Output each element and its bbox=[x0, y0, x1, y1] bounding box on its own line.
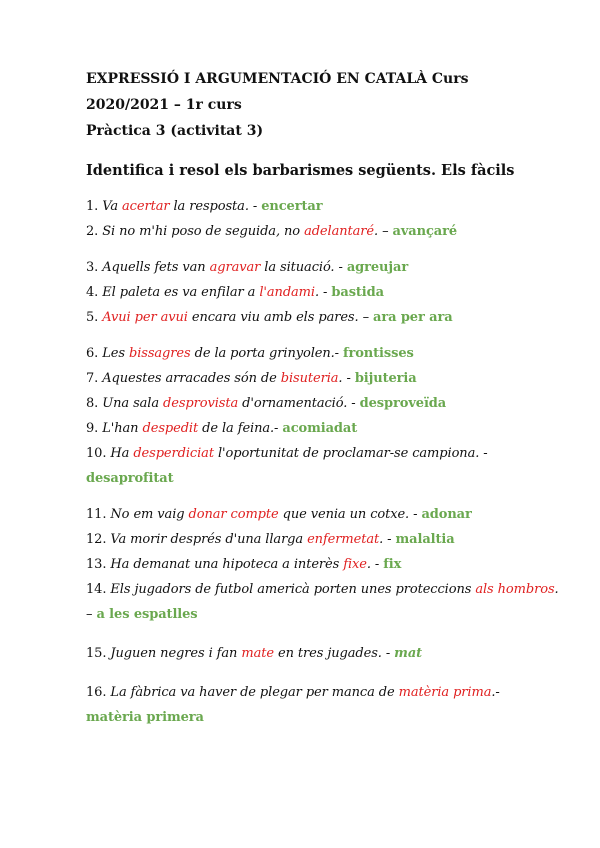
correction: malaltia bbox=[395, 532, 455, 547]
correction: acomiadat bbox=[282, 421, 358, 436]
correction: desproveïda bbox=[359, 396, 447, 411]
barbarism: desprovista bbox=[163, 396, 239, 411]
list-item bbox=[86, 219, 566, 244]
item-text: El paleta es va enfilar a bbox=[98, 285, 260, 300]
item-number: 6. bbox=[86, 346, 99, 361]
item-text: No em vaig bbox=[106, 507, 189, 522]
item-text: La fàbrica va haver de plegar per manca de bbox=[106, 685, 399, 700]
correction: frontisses bbox=[342, 346, 414, 361]
list-item bbox=[86, 641, 566, 666]
list-item bbox=[86, 680, 566, 730]
item-text: Aquestes arracades són de bbox=[98, 371, 281, 386]
item-text: . – bbox=[86, 582, 559, 622]
item-text: Si no m'hi poso de seguida, no bbox=[98, 224, 305, 239]
list-item bbox=[86, 305, 566, 330]
correction: encertar bbox=[261, 199, 323, 214]
item-text: L'han bbox=[98, 421, 143, 436]
spacer bbox=[86, 330, 566, 341]
barbarism: l'andami bbox=[259, 285, 315, 300]
item-text: Va bbox=[98, 199, 123, 214]
correction: a les espatlles bbox=[96, 607, 198, 622]
item-text: Una sala bbox=[98, 396, 164, 411]
barbarism: mate bbox=[241, 646, 274, 661]
item-text: .- bbox=[491, 685, 500, 700]
item-text: . - bbox=[379, 532, 396, 547]
item-text: la resposta. - bbox=[169, 199, 262, 214]
instruction: Identifica i resol els barbarismes següents. Els fàcils bbox=[86, 162, 515, 179]
item-text: Ha demanat una hipoteca a interès bbox=[106, 557, 344, 572]
barbarism: agravar bbox=[209, 260, 261, 275]
list-item bbox=[86, 280, 566, 305]
spacer bbox=[86, 244, 566, 255]
item-text: Els jugadors de futbol americà porten unes proteccions bbox=[106, 582, 476, 597]
list-item bbox=[86, 577, 566, 627]
correction: bijuteria bbox=[354, 371, 417, 386]
barbarism: Avui per avui bbox=[102, 310, 188, 325]
correction: ara per ara bbox=[373, 310, 453, 325]
barbarism: fixe bbox=[343, 557, 367, 572]
correction: matèria primera bbox=[86, 710, 204, 725]
item-number: 3. bbox=[86, 260, 99, 275]
item-text: de la porta grinyolen.- bbox=[190, 346, 343, 361]
list-item bbox=[86, 441, 566, 491]
spacer bbox=[86, 491, 566, 502]
item-text: . - bbox=[314, 285, 332, 300]
list-item bbox=[86, 194, 566, 219]
correction: mat bbox=[394, 646, 423, 661]
item-number: 16. bbox=[86, 685, 107, 700]
item-text: encara viu amb els pares. – bbox=[187, 310, 373, 325]
barbarism: bisuteria bbox=[280, 371, 339, 386]
item-number: 11. bbox=[86, 507, 107, 522]
item-number: 15. bbox=[86, 646, 107, 661]
item-number: 1. bbox=[86, 199, 99, 214]
item-number: 13. bbox=[86, 557, 107, 572]
item-text: Juguen negres i fan bbox=[106, 646, 242, 661]
correction: fix bbox=[383, 557, 402, 572]
list-item bbox=[86, 527, 566, 552]
correction: agreujar bbox=[346, 260, 409, 275]
correction: adonar bbox=[421, 507, 472, 522]
item-text: Va morir després d'una llarga bbox=[106, 532, 308, 547]
barbarism: enfermetat bbox=[307, 532, 380, 547]
item-text: . - bbox=[366, 557, 384, 572]
barbarism: als hombros bbox=[475, 582, 555, 597]
item-text: Les bbox=[98, 346, 129, 361]
item-number: 7. bbox=[86, 371, 99, 386]
document-page bbox=[86, 66, 566, 730]
item-number: 5. bbox=[86, 310, 99, 325]
item-text: . – bbox=[374, 224, 393, 239]
item-text: en tres jugades. - bbox=[273, 646, 395, 661]
item-text: Ha bbox=[106, 446, 134, 461]
barbarism: despedit bbox=[142, 421, 199, 436]
item-number: 12. bbox=[86, 532, 107, 547]
header-title: EXPRESSIÓ I ARGUMENTACIÓ EN CATALÀ Curs bbox=[86, 71, 469, 87]
item-text: de la feina.- bbox=[198, 421, 283, 436]
correction: desaprofitat bbox=[86, 471, 174, 486]
barbarism: bissagres bbox=[128, 346, 191, 361]
list-item bbox=[86, 502, 566, 527]
item-text: d'ornamentació. - bbox=[238, 396, 360, 411]
list-item bbox=[86, 552, 566, 577]
barbarism: donar compte bbox=[188, 507, 279, 522]
barbarism: desperdiciat bbox=[133, 446, 214, 461]
item-number: 2. bbox=[86, 224, 99, 239]
list-item bbox=[86, 391, 566, 416]
barbarism: adelantaré bbox=[304, 224, 374, 239]
item-number: 8. bbox=[86, 396, 99, 411]
item-text: que venia un cotxe. - bbox=[278, 507, 422, 522]
correction: avançaré bbox=[392, 224, 458, 239]
list-item bbox=[86, 416, 566, 441]
header-course: 2020/2021 – 1r curs bbox=[86, 97, 242, 113]
list-item bbox=[86, 255, 566, 280]
list-item bbox=[86, 366, 566, 391]
item-text: la situació. - bbox=[260, 260, 347, 275]
item-text: l'oportunitat de proclamar-se campiona. - bbox=[213, 446, 488, 461]
spacer bbox=[86, 627, 566, 641]
list-item bbox=[86, 341, 566, 366]
item-number: 9. bbox=[86, 421, 99, 436]
item-number: 4. bbox=[86, 285, 99, 300]
header-practice: Pràctica 3 (activitat 3) bbox=[86, 123, 264, 139]
item-number: 14. bbox=[86, 582, 107, 597]
spacer bbox=[86, 666, 566, 680]
correction: bastida bbox=[331, 285, 384, 300]
barbarism: matèria prima bbox=[398, 685, 492, 700]
item-text: Aquells fets van bbox=[98, 260, 210, 275]
item-text: . - bbox=[338, 371, 355, 386]
barbarism: acertar bbox=[122, 199, 170, 214]
item-number: 10. bbox=[86, 446, 107, 461]
